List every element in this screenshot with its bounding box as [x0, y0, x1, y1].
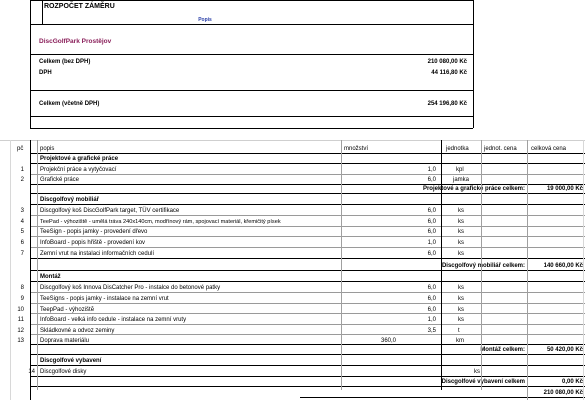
page-title: ROZPOČET ZÁMĚRU — [44, 3, 115, 10]
row-description: Doprava materiálu — [40, 338, 90, 344]
subtitle: Popis — [198, 17, 212, 23]
row-number: 11 — [17, 317, 24, 323]
row-unit: ks — [458, 208, 464, 214]
row-number: 8 — [20, 285, 24, 291]
gridline — [30, 258, 585, 259]
row-unit: jamka — [453, 177, 470, 183]
gridline — [30, 270, 585, 271]
gridline — [30, 236, 585, 237]
row-number: 14 — [28, 369, 35, 375]
divider — [30, 54, 473, 55]
row-quantity: 6,0 — [427, 296, 436, 302]
gridline — [30, 386, 585, 387]
row-number: 7 — [20, 251, 24, 257]
row-description: Projekční práce a vytyčovací — [40, 167, 117, 173]
gridline — [30, 334, 585, 335]
row-unit: ks — [458, 285, 464, 291]
col-header-jedn-cena: jednot. cena — [484, 146, 517, 152]
section-total-value: 140 660,00 Kč — [543, 263, 583, 269]
vat-label: DPH — [39, 70, 52, 76]
row-description: Discgolfový koš DiscGolfPark target, TÜV certifikace — [40, 208, 180, 214]
section-total-label: Discgolfové vybavení celkem — [441, 379, 525, 385]
section-total-value: 50 420,00 Kč — [546, 347, 583, 353]
section-total-value: 0,00 Kč — [561, 379, 583, 385]
frame-bottom — [30, 128, 473, 129]
row-unit: ks — [474, 369, 480, 375]
col-header-celkova-cena: celková cena — [531, 146, 567, 152]
gridline — [30, 226, 585, 227]
gridline — [481, 140, 482, 390]
frame-top — [30, 0, 473, 1]
row-quantity: 6,0 — [427, 208, 436, 214]
total-excl-vat-label: Celkem (bez DPH) — [39, 59, 91, 65]
section-total-label: Discgolfový mobiliář celkem: — [441, 263, 525, 269]
row-number: 10 — [17, 307, 24, 313]
section-total-value: 19 000,00 Kč — [546, 186, 583, 192]
gridline — [30, 344, 585, 345]
col-header-pc: pč — [17, 146, 24, 152]
gridline — [341, 140, 342, 390]
gridline — [30, 184, 585, 185]
grand-total-value: 210 080,00 Kč — [543, 390, 583, 396]
gridline — [30, 153, 585, 154]
total-incl-vat-label: Celkem (včetně DPH) — [39, 101, 100, 107]
divider — [30, 90, 473, 91]
gridline — [0, 140, 585, 141]
row-number: 5 — [20, 229, 24, 235]
row-number: 4 — [20, 219, 24, 225]
gridline — [30, 281, 585, 282]
col-header-jednotka: jednotka — [446, 146, 469, 152]
gridline — [527, 140, 528, 400]
gridline — [30, 376, 585, 377]
row-quantity: 360,0 — [380, 338, 396, 344]
row-description: Skládkovné a odvoz zeminy — [40, 328, 115, 334]
gridline — [30, 204, 585, 205]
gridline — [30, 247, 585, 248]
row-unit: ks — [458, 229, 464, 235]
gridline — [441, 140, 442, 390]
row-unit: km — [456, 338, 464, 344]
row-description: Discgolfové disky — [40, 369, 87, 375]
row-number: 6 — [20, 240, 24, 246]
row-unit: ks — [458, 317, 464, 323]
gridline — [30, 324, 585, 325]
row-description: Grafické práce — [40, 177, 80, 183]
gridline — [37, 140, 38, 390]
frame-right — [473, 0, 474, 128]
section-total-label: Projektové a grafické práce celkem: — [422, 186, 525, 192]
project-name: DiscGolfPark Prostějov — [39, 38, 112, 45]
row-number: 3 — [20, 208, 24, 214]
row-description: TeePad - výhozištĕ - umělá tráva 240x140cm, modřínový rám, spojovací materiál, křemičitý písek — [40, 219, 281, 225]
row-quantity: 6,0 — [427, 177, 436, 183]
row-unit: ks — [458, 240, 464, 246]
gridline — [10, 140, 11, 400]
row-unit: ks — [458, 307, 464, 313]
section-title: Discgolfové vybavení — [40, 358, 102, 364]
row-quantity: 6,0 — [427, 229, 436, 235]
row-quantity: 3,5 — [427, 328, 436, 334]
total-excl-vat-value: 210 080,00 Kč — [427, 59, 467, 65]
row-description: TeepPad - výhozištĕ — [40, 307, 95, 313]
row-quantity: 6,0 — [427, 285, 436, 291]
row-unit: kpl — [456, 167, 464, 173]
row-number: 12 — [17, 328, 24, 334]
row-unit: ks — [458, 296, 464, 302]
row-description: Zemní vrut na instalaci informačních cedulí — [40, 251, 155, 257]
row-unit: ks — [458, 251, 464, 257]
row-number: 9 — [20, 296, 24, 302]
gridline — [30, 303, 585, 304]
row-quantity: 1,0 — [427, 317, 436, 323]
divider — [30, 116, 473, 117]
gridline — [30, 354, 585, 355]
row-unit: ks — [458, 219, 464, 225]
divider — [30, 24, 473, 25]
row-number: 13 — [17, 338, 24, 344]
row-description: InfoBoard - popis hřiště - provedení kov — [40, 240, 146, 246]
gridline — [300, 397, 585, 398]
row-quantity: 1,0 — [427, 240, 436, 246]
gridline — [30, 365, 585, 366]
col-header-mnozstvi: množství — [344, 146, 369, 152]
row-description: TeeSign - popis jamky - provedení dřevo — [40, 229, 148, 235]
section-total-label: Montáž celkem: — [480, 347, 525, 353]
row-quantity: 6,0 — [427, 251, 436, 257]
row-unit: t — [458, 328, 460, 334]
section-title: Discgolfový mobiliář — [40, 197, 100, 203]
row-number: 2 — [20, 177, 24, 183]
row-quantity: 6,0 — [427, 219, 436, 225]
gridline — [583, 140, 584, 400]
vat-value: 44 116,80 Kč — [431, 70, 467, 76]
gridline — [30, 215, 585, 216]
gridline — [30, 174, 585, 175]
row-quantity: 6,0 — [427, 307, 436, 313]
frame-left — [30, 0, 31, 128]
gridline — [30, 193, 585, 194]
divider — [42, 0, 43, 24]
row-number: 1 — [20, 167, 24, 173]
gridline — [30, 292, 585, 293]
total-incl-vat-value: 254 196,80 Kč — [427, 101, 467, 107]
section-title: Projektové a grafické práce — [40, 156, 119, 162]
row-description: Discgolfový koš Innova DisCatcher Pro - instalce do betonové patky — [40, 285, 221, 291]
gridline — [30, 163, 585, 164]
row-description: InfoBoard - velká info cedule - instalace na zemní vruty — [40, 317, 187, 323]
gridline — [30, 313, 585, 314]
gridline — [30, 140, 31, 400]
row-quantity: 1,0 — [427, 167, 436, 173]
col-header-popis: popis — [40, 146, 55, 152]
section-title: Montáž — [40, 274, 61, 280]
row-description: TeeSigns - popis jamky - instalace na zemní vrut — [40, 296, 169, 302]
